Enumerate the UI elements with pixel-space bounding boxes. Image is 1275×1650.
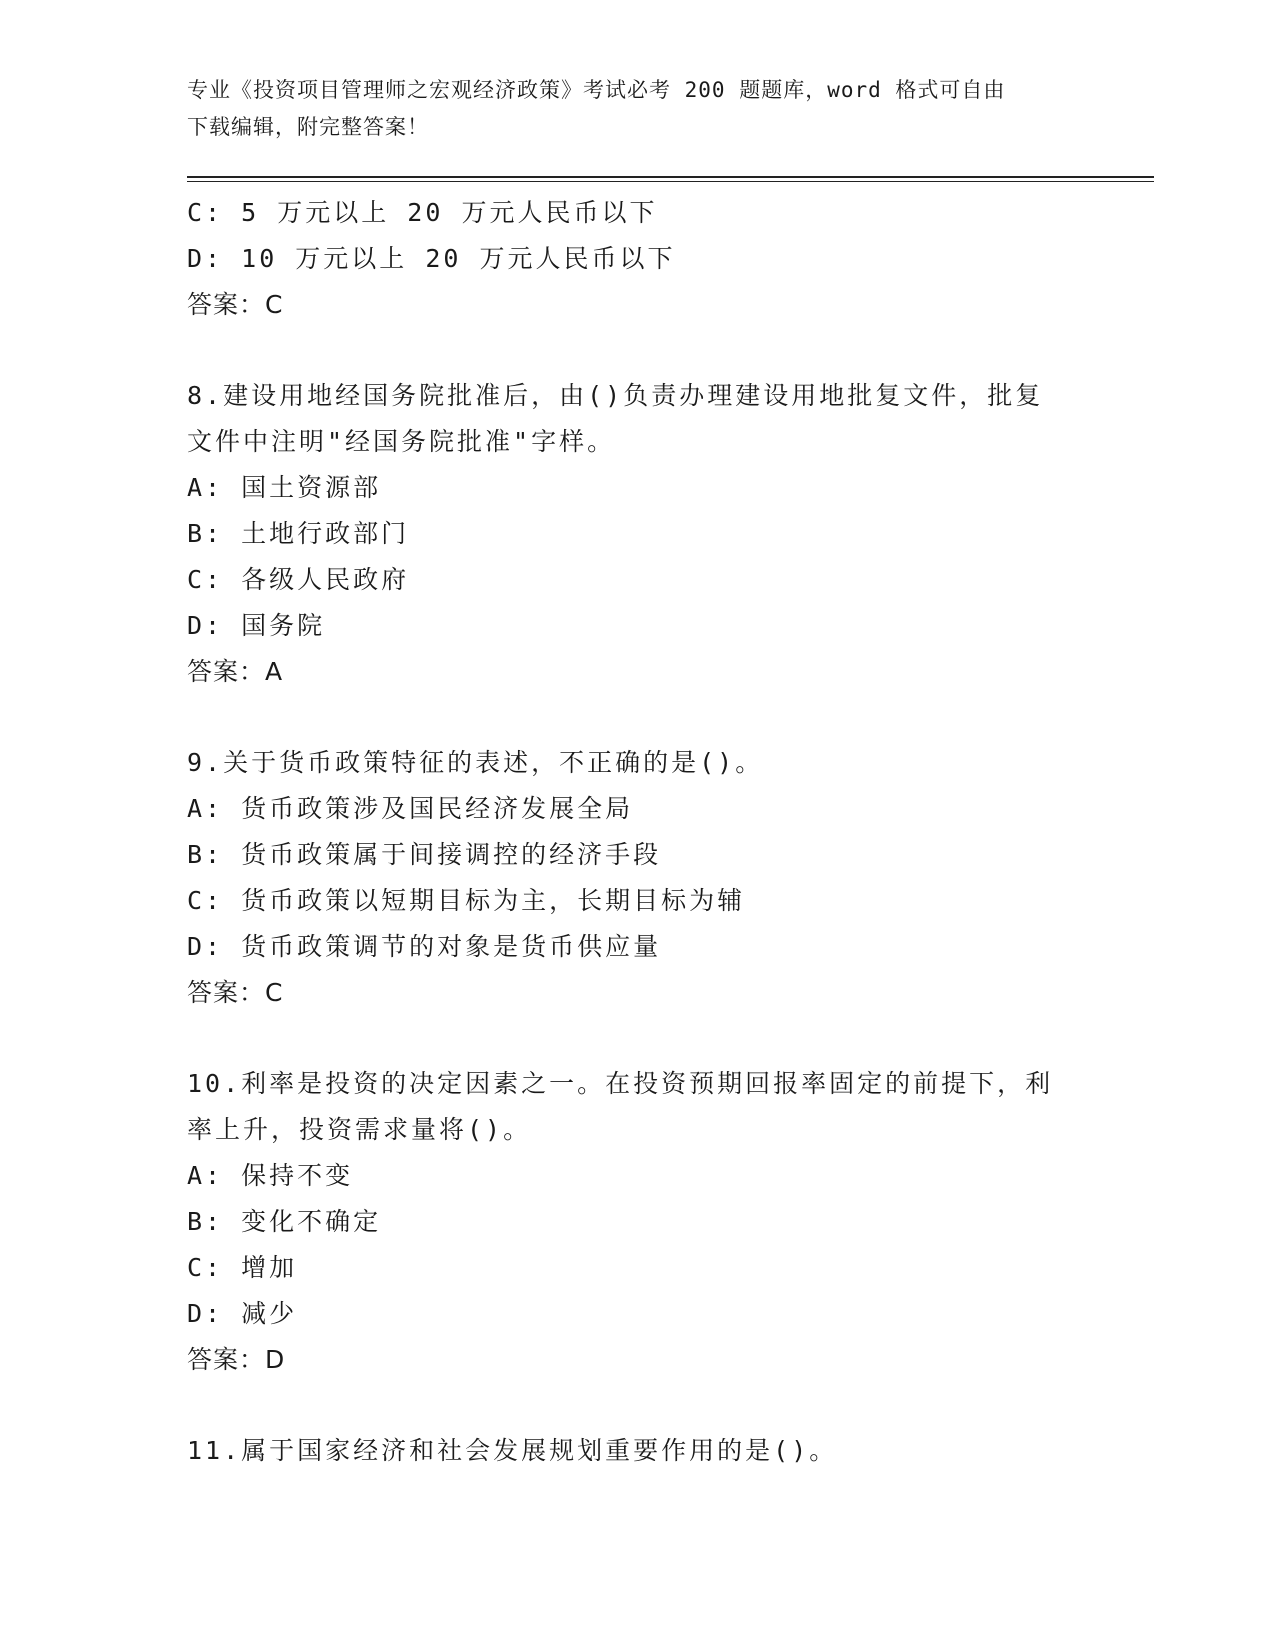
option-d: D: 货币政策调节的对象是货币供应量 xyxy=(187,932,662,961)
option-d: D: 10 万元以上 20 万元人民币以下 xyxy=(187,244,676,273)
header-line-2: 下载编辑，附完整答案！ xyxy=(187,115,429,139)
option-c: C: 货币政策以短期目标为主，长期目标为辅 xyxy=(187,886,746,915)
option-a: A: 国土资源部 xyxy=(187,473,382,502)
option-b: B: 变化不确定 xyxy=(187,1207,382,1236)
question-stem: 9.关于货币政策特征的表述，不正确的是()。 xyxy=(187,748,764,777)
answer-line: 答案：A xyxy=(187,657,284,686)
option-c: C: 5 万元以上 20 万元人民币以下 xyxy=(187,198,658,227)
answer-line: 答案：C xyxy=(187,290,284,319)
document-header xyxy=(187,72,1087,146)
option-c: C: 增加 xyxy=(187,1253,298,1282)
option-d: D: 减少 xyxy=(187,1299,298,1328)
header-divider-thick xyxy=(187,176,1154,178)
question-10 xyxy=(187,1061,1087,1383)
option-a: A: 保持不变 xyxy=(187,1161,354,1190)
option-d: D: 国务院 xyxy=(187,611,326,640)
answer-line: 答案：C xyxy=(187,978,284,1007)
option-b: B: 土地行政部门 xyxy=(187,519,410,548)
question-11 xyxy=(187,1428,1087,1474)
option-a: A: 货币政策涉及国民经济发展全局 xyxy=(187,794,634,823)
option-c: C: 各级人民政府 xyxy=(187,565,410,594)
option-b: B: 货币政策属于间接调控的经济手段 xyxy=(187,840,662,869)
question-stem-continued: 文件中注明"经国务院批准"字样。 xyxy=(187,427,616,456)
header-divider-thin xyxy=(187,181,1154,182)
question-9 xyxy=(187,740,1087,1016)
question-stem: 10.利率是投资的决定因素之一。在投资预期回报率固定的前提下，利 xyxy=(187,1069,1054,1098)
question-stem: 11.属于国家经济和社会发展规划重要作用的是()。 xyxy=(187,1436,838,1465)
question-stem: 8.建设用地经国务院批准后，由()负责办理建设用地批复文件，批复 xyxy=(187,381,1044,410)
question-8 xyxy=(187,373,1087,695)
question-list xyxy=(187,190,1087,1474)
header-line-1: 专业《投资项目管理师之宏观经济政策》考试必考 200 题题库，word 格式可自由 xyxy=(187,78,1006,102)
question-stem-continued: 率上升，投资需求量将()。 xyxy=(187,1115,532,1144)
answer-line: 答案：D xyxy=(187,1345,286,1374)
